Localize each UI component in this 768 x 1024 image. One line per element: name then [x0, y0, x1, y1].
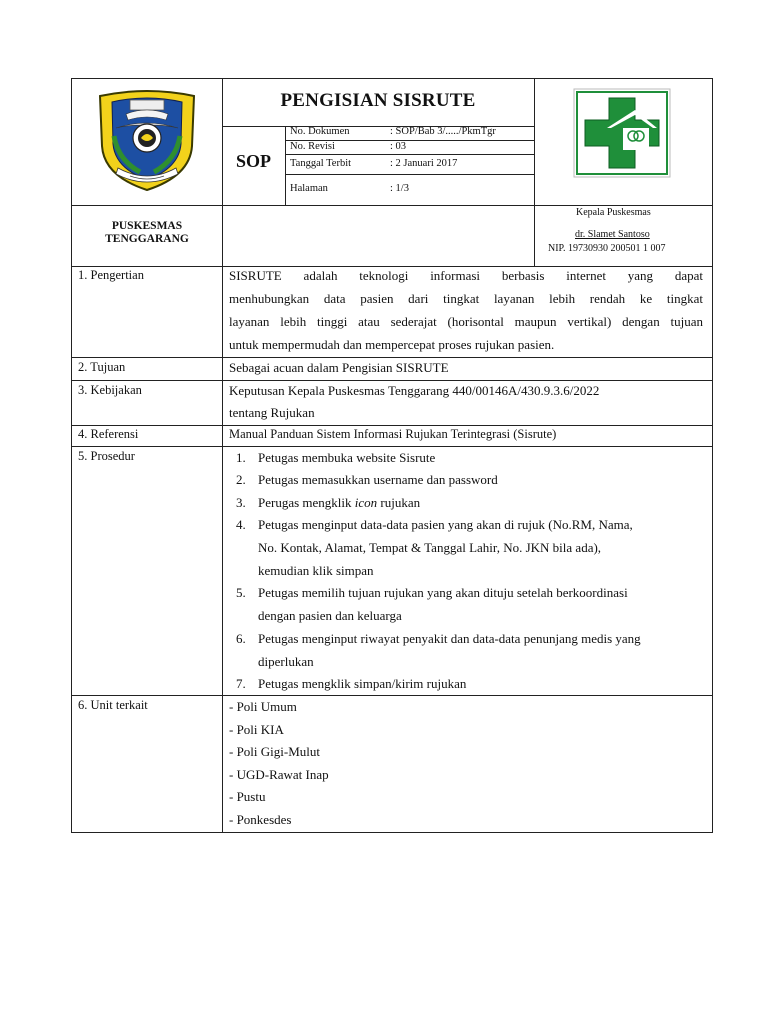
kebijakan-text-line2: tentang Rujukan: [229, 405, 315, 420]
signatory-nip: NIP. 19730930 200501 1 007: [548, 243, 666, 254]
row-line: [71, 380, 713, 381]
meta-date-value: : 2 Januari 2017: [390, 158, 458, 169]
step-text: Petugas memasukkan username dan password: [258, 472, 498, 487]
step-text: Petugas memilih tujuan rujukan yang akan dituju setelah berkoordinasi: [258, 585, 628, 600]
tujuan-text: Sebagai acuan dalam Pengisian SISRUTE: [229, 360, 449, 375]
step-text: Petugas membuka website Sisrute: [258, 450, 436, 465]
unit-item: - Ponkesdes: [229, 812, 292, 827]
unit-item: - Poli Umum: [229, 699, 297, 714]
step-number: 2.: [236, 472, 246, 487]
meta-date-label: Tanggal Terbit: [290, 158, 352, 169]
unit-item: - Pustu: [229, 789, 266, 804]
org-name-line1: PUSKESMAS: [111, 220, 183, 232]
unit-item: - Poli Gigi-Mulut: [229, 744, 321, 759]
step-text: dengan pasien dan keluarga: [258, 608, 402, 623]
section-label-pengertian: 1. Pengertian: [78, 268, 144, 282]
pengertian-line: layanan lebih tinggi atau sederajat (horisontal maupun vertikal) dengan tujuan: [229, 314, 703, 329]
meta-revision-label: No. Revisi: [290, 141, 335, 152]
section-label-tujuan: 2. Tujuan: [78, 360, 126, 374]
referensi-text: Manual Panduan Sistem Informasi Rujukan Terintegrasi (Sisrute): [229, 427, 557, 441]
bondowoso-regency-crest-icon: [92, 88, 202, 192]
meta-page-label: Halaman: [290, 183, 328, 194]
meta-page-value: : 1/3: [390, 183, 409, 194]
unit-item: - UGD-Rawat Inap: [229, 767, 329, 782]
step-text-italic: icon: [354, 495, 378, 510]
header-bottom-line: [71, 266, 713, 267]
signatory-title: Kepala Puskesmas: [576, 207, 651, 218]
step-text-pre: Perugas mengklik: [258, 495, 355, 510]
step-text: kemudian klik simpan: [258, 563, 374, 578]
section-label-unit: 6. Unit terkait: [78, 698, 148, 712]
column-divider: [222, 78, 223, 833]
step-number: 1.: [236, 450, 246, 465]
signatory-name: dr. Slamet Santoso: [575, 229, 650, 240]
row-line: [71, 357, 713, 358]
meta-doc-number-value: : SOP/Bab 3/...../PkmTgr: [390, 126, 496, 137]
step-text: Petugas mengklik simpan/kirim rujukan: [258, 676, 467, 691]
puskesmas-green-cross-icon: [573, 88, 671, 178]
header-right-divider: [534, 78, 535, 266]
document-title: PENGISIAN SISRUTE: [280, 90, 476, 111]
step-text: [258, 495, 420, 511]
meta-doc-number-label: No. Dokumen: [290, 126, 350, 137]
pengertian-line: SISRUTE adalah teknologi informasi berbasis internet yang dapat: [229, 268, 703, 283]
pengertian-line: untuk mempermudah dan mempercepat proses rujukan pasien.: [229, 337, 555, 352]
section-label-kebijakan: 3. Kebijakan: [78, 383, 142, 397]
step-number: 6.: [236, 631, 246, 646]
step-text-post: rujukan: [377, 495, 421, 510]
section-label-referensi: 4. Referensi: [78, 427, 139, 441]
org-name: [72, 220, 222, 246]
header-mid-line: [71, 205, 713, 206]
meta-revision-value: : 03: [390, 141, 407, 152]
step-text: No. Kontak, Alamat, Tempat & Tanggal Lahir, No. JKN bila ada),: [258, 540, 602, 555]
step-number: 5.: [236, 585, 246, 600]
org-name-line2: TENGGARANG: [105, 233, 189, 245]
sop-divider: [285, 126, 286, 205]
kebijakan-text-line1: Keputusan Kepala Puskesmas Tenggarang 440/00146A/430.9.3.6/2022: [229, 383, 600, 398]
row-line: [71, 425, 713, 426]
meta-line: [285, 154, 534, 155]
step-number: 4.: [236, 517, 246, 532]
row-line: [71, 446, 713, 447]
step-text: Petugas menginput riwayat penyakit dan data-data penunjang medis yang: [258, 631, 641, 646]
sop-label: SOP: [235, 151, 271, 171]
step-number: 3.: [236, 495, 246, 510]
row-line: [71, 695, 713, 696]
pengertian-line: menhubungkan data pasien dari tingkat layanan lebih rendah ke tingkat: [229, 291, 703, 306]
step-number: 7.: [236, 676, 246, 691]
step-text: diperlukan: [258, 654, 314, 669]
section-label-prosedur: 5. Prosedur: [78, 449, 135, 463]
unit-item: - Poli KIA: [229, 722, 284, 737]
step-text: Petugas menginput data-data pasien yang akan di rujuk (No.RM, Nama,: [258, 517, 633, 532]
meta-line: [285, 174, 534, 175]
